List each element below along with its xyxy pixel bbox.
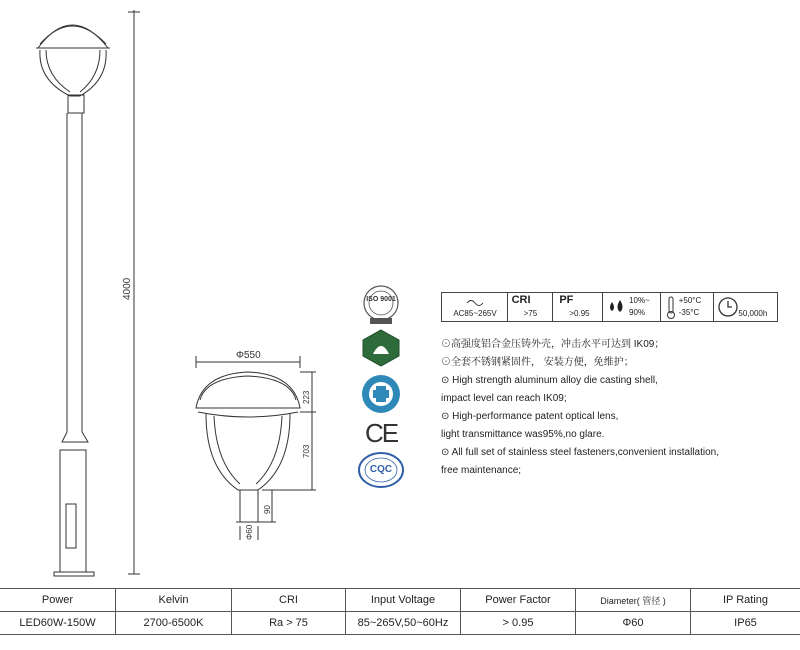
desc-line: free maintenance; bbox=[441, 465, 522, 476]
header-power: Power bbox=[0, 589, 116, 612]
header-ip-rating: IP Rating bbox=[691, 589, 800, 612]
dim-223-label: 223 bbox=[302, 390, 311, 404]
green-product-logo bbox=[358, 328, 404, 368]
cqc-logo bbox=[356, 450, 406, 490]
temperature-cell bbox=[661, 293, 715, 321]
desc-line: light transmittance was95%,no glare. bbox=[441, 429, 605, 440]
cri-value: >75 bbox=[523, 309, 538, 318]
temp-bottom: -35°C bbox=[678, 308, 700, 317]
cqc-label: CQC bbox=[369, 464, 393, 475]
lifetime-cell bbox=[714, 293, 777, 321]
voltage-value: AC85~265V bbox=[453, 309, 497, 318]
header-kelvin: Kelvin bbox=[116, 589, 232, 612]
desc-line: ⊙ High strength aluminum alloy die casting shell, bbox=[441, 375, 658, 386]
header-power-factor: Power Factor bbox=[461, 589, 576, 612]
cri-cell bbox=[508, 293, 554, 321]
desc-line: impact level can reach IK09; bbox=[441, 393, 567, 404]
desc-line: ⊙ All full set of stainless steel fasteners,convenient installation, bbox=[441, 447, 719, 458]
spec-table bbox=[0, 588, 800, 635]
desc-line: ⊙全套不锈钢紧固件， 安装方便，免维护； bbox=[441, 357, 634, 368]
header-diameter: Diameter( 管径 ) bbox=[576, 589, 691, 612]
temp-top: +50°C bbox=[678, 296, 702, 305]
lifetime-value: 50,000h bbox=[738, 309, 768, 318]
feature-descriptions bbox=[441, 336, 791, 480]
dim-phi60-label: Φ60 bbox=[245, 524, 254, 540]
iso-label: ISO 9001 bbox=[366, 296, 396, 303]
pole-height-label: 4000 bbox=[122, 277, 133, 300]
desc-line: ⊙高强度铝合金压铸外壳，冲击水平可达到 IK09； bbox=[441, 339, 665, 350]
cell-power: LED60W-150W bbox=[0, 612, 116, 635]
iso-9001-logo bbox=[356, 284, 406, 326]
table-row bbox=[0, 612, 800, 635]
cell-ip-rating: IP65 bbox=[691, 612, 800, 635]
lamp-diameter-label: Φ550 bbox=[236, 350, 261, 361]
humidity-top: 10%~ bbox=[629, 296, 650, 305]
pf-value: >0.95 bbox=[569, 309, 590, 318]
desc-line: ⊙ High-performance patent optical lens, bbox=[441, 411, 619, 422]
thermometer-icon bbox=[665, 296, 677, 320]
humidity-cell bbox=[603, 293, 661, 321]
dim-703-label: 703 bbox=[302, 444, 311, 458]
cell-power-factor: > 0.95 bbox=[461, 612, 576, 635]
ac-wave-icon bbox=[442, 295, 508, 309]
ccc-gear-logo bbox=[358, 372, 404, 416]
dim-90-label: 90 bbox=[263, 505, 272, 514]
cell-input-voltage: 85~265V,50~60Hz bbox=[346, 612, 461, 635]
lamp-head-drawing bbox=[196, 356, 316, 540]
voltage-cell bbox=[442, 293, 508, 321]
pf-title: PF bbox=[559, 294, 574, 306]
clock-icon bbox=[717, 296, 739, 318]
ce-mark: CE bbox=[364, 418, 398, 448]
cell-diameter: Φ60 bbox=[576, 612, 691, 635]
humidity-bottom: 90% bbox=[629, 308, 646, 317]
table-header-row bbox=[0, 589, 800, 612]
cell-kelvin: 2700-6500K bbox=[116, 612, 232, 635]
cri-title: CRI bbox=[511, 294, 531, 306]
cell-cri: Ra > 75 bbox=[232, 612, 346, 635]
header-cri: CRI bbox=[232, 589, 346, 612]
header-input-voltage: Input Voltage bbox=[346, 589, 461, 612]
pf-cell bbox=[553, 293, 603, 321]
spec-icon-strip bbox=[441, 292, 778, 322]
water-drop-icon bbox=[606, 298, 628, 318]
